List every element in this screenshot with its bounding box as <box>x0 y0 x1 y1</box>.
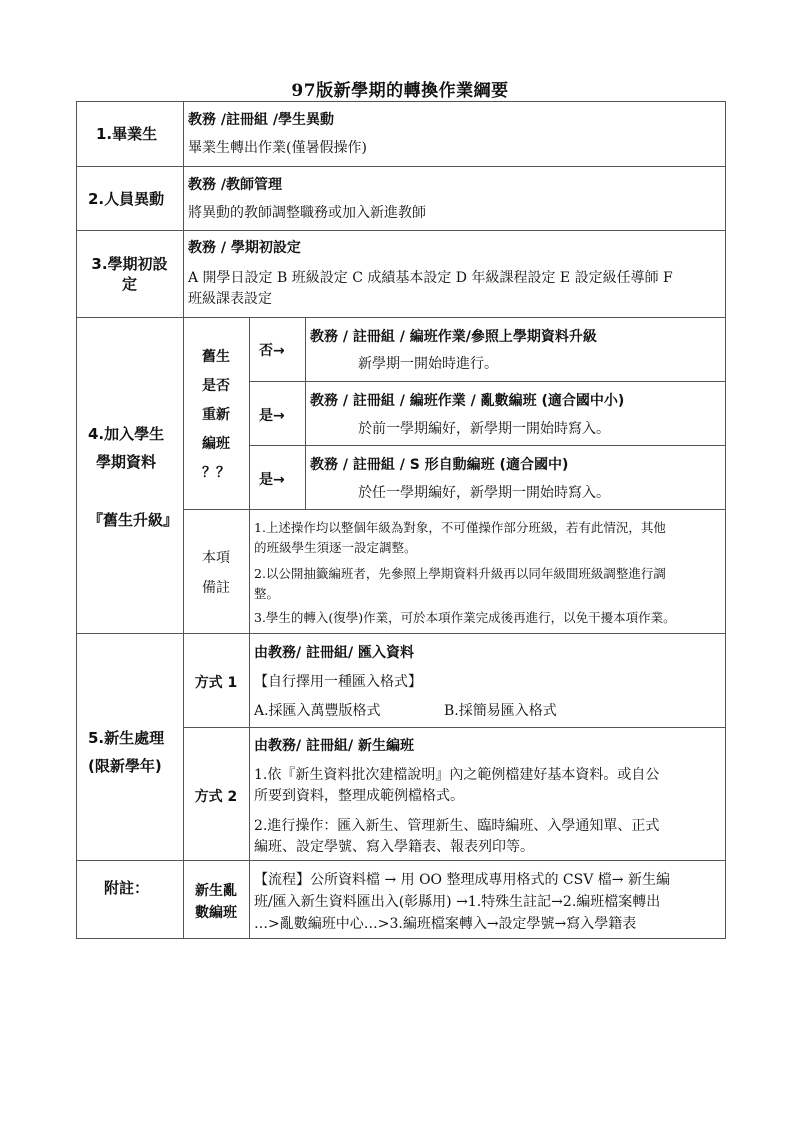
option-path: 教務 / 註冊組 / 編班作業 / 亂數編班 (適合國中小) <box>310 393 625 409</box>
method2-desc: 2.進行操作：匯入新生、管理新生、臨時編班、入學通知單、正式 <box>254 818 660 834</box>
row3-label: 3.學期初設 <box>91 255 168 273</box>
row-divider <box>183 509 726 510</box>
note-text: 整。 <box>254 586 280 601</box>
option-path: 教務 / 註冊組 / 編班作業/參照上學期資料升級 <box>310 329 597 345</box>
option-answer: 是→ <box>259 408 285 424</box>
method1-desc: 【自行擇用一種匯入格式】 <box>254 674 422 690</box>
question-text: ？？ <box>202 465 230 481</box>
method1-option-b: B.採簡易匯入格式 <box>444 703 557 719</box>
col-divider <box>249 509 250 633</box>
row5-label: 5.新生處理 <box>88 729 165 747</box>
row3-label-cont: 定 <box>121 275 137 293</box>
row1-desc: 畢業生轉出作業(僅暑假操作) <box>188 140 367 156</box>
row-divider <box>249 381 726 382</box>
row5-label-cont: (限新學年) <box>88 757 162 775</box>
row-divider <box>76 860 726 861</box>
method1-label: 方式 1 <box>194 675 238 691</box>
note-text: 2.以公開抽籤編班者，先參照上學期資料升級再以同年級間班級調整進行調 <box>254 566 666 581</box>
row1-path: 教務 /註冊組 /學生異動 <box>188 112 334 128</box>
option-path: 教務 / 註冊組 / S 形自動編班 (適合國中) <box>310 457 569 473</box>
row3-desc: A 開學日設定 B 班級設定 C 成績基本設定 D 年級課程設定 E 設定級任導師 F <box>188 270 673 286</box>
note-text: 3.學生的轉入(復學)作業，可於本項作業完成後再進行，以免干擾本項作業。 <box>254 610 676 625</box>
option-answer: 否→ <box>259 343 285 359</box>
footnote-sub: 新生亂 <box>195 883 237 899</box>
footnote-sub: 數編班 <box>195 905 237 921</box>
flow-text: …>亂數編班中心…>3.編班檔案轉入→設定學號→寫入學籍表 <box>254 916 637 932</box>
method2-path: 由教務/ 註冊組/ 新生編班 <box>254 738 414 754</box>
note-label: 本項 <box>202 550 230 566</box>
method2-desc: 編班、設定學號、寫入學籍表、報表列印等。 <box>254 839 534 855</box>
row4-label-cont: 學期資料 <box>96 453 157 471</box>
row4-label-sub: 『舊生升級』 <box>88 511 179 529</box>
option-desc: 於任一學期編好，新學期一開始時寫入。 <box>358 485 610 501</box>
question-text: 編班 <box>202 436 230 452</box>
row2-label: 2.人員異動 <box>88 190 165 208</box>
row-divider <box>249 445 726 446</box>
note-text: 1.上述操作均以整個年級為對象，不可僅操作部分班級，若有此情況，其他 <box>254 520 666 535</box>
row1-label: 1.畢業生 <box>96 125 158 143</box>
row3-desc-cont: 班級課表設定 <box>188 291 272 307</box>
footnote-label: 附註： <box>104 879 150 897</box>
method1-path: 由教務/ 註冊組/ 匯入資料 <box>254 645 414 661</box>
note-text: 的班級學生須逐一設定調整。 <box>254 540 417 555</box>
option-desc: 於前一學期編好，新學期一開始時寫入。 <box>358 421 610 437</box>
option-desc: 新學期一開始時進行。 <box>358 356 498 372</box>
flow-text: 【流程】公所資料檔 → 用 OO 整理成專用格式的 CSV 檔→ 新生編 <box>254 872 670 888</box>
page-title: 97版新學期的轉換作業綱要 <box>291 81 509 101</box>
row-divider <box>183 727 726 728</box>
question-text: 重新 <box>202 407 230 423</box>
row4-label: 4.加入學生 <box>88 425 165 443</box>
row-divider <box>76 633 726 634</box>
row-divider <box>76 166 726 167</box>
col-divider <box>305 317 306 509</box>
question-text: 舊生 <box>202 349 230 365</box>
row2-desc: 將異動的教師調整職務或加入新進教師 <box>188 205 426 221</box>
row2-path: 教務 /教師管理 <box>188 177 282 193</box>
note-label: 備註 <box>202 580 230 596</box>
col-divider <box>183 101 184 939</box>
method2-desc: 所要到資料，整理成範例檔格式。 <box>254 788 464 804</box>
row-divider <box>76 317 726 318</box>
row-divider <box>76 230 726 231</box>
method2-desc: 1.依『新生資料批次建檔說明』內之範例檔建好基本資料。或自公 <box>254 767 660 783</box>
flow-text: 班/匯入新生資料匯出入(彰縣用) →1.特殊生註記→2.編班檔案轉出 <box>254 894 661 910</box>
method1-option-a: A.採匯入萬豐版格式 <box>254 703 381 719</box>
question-text: 是否 <box>202 378 230 394</box>
col-divider <box>249 633 250 860</box>
method2-label: 方式 2 <box>194 789 238 805</box>
col-divider <box>249 317 250 509</box>
row3-path: 教務 / 學期初設定 <box>188 240 301 256</box>
col-divider <box>249 860 250 939</box>
option-answer: 是→ <box>259 472 285 488</box>
